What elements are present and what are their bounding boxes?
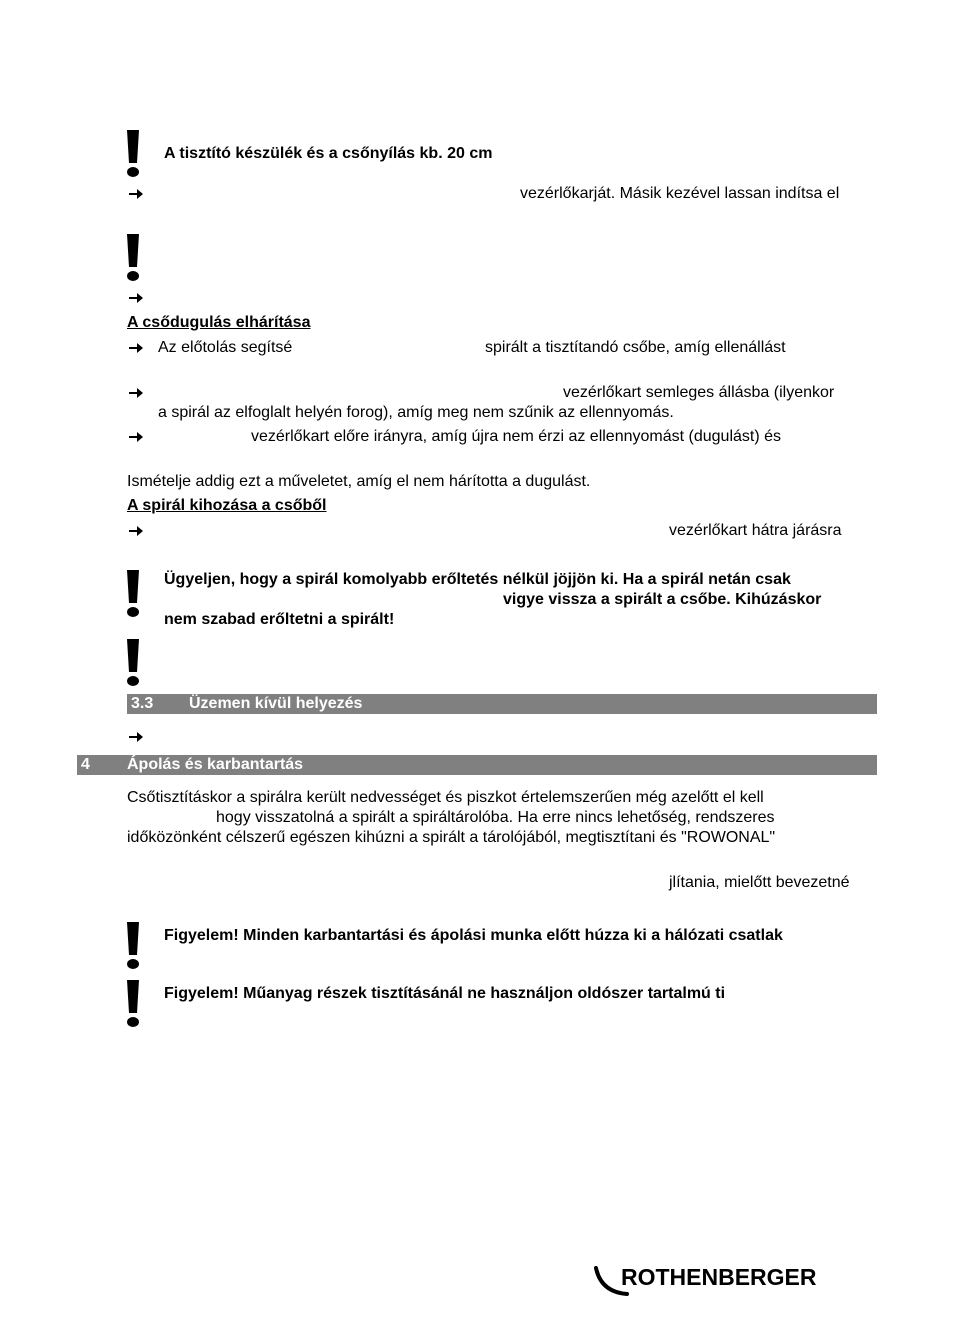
warning-text: A tisztító készülék és a csőnyílás kb. 20 cm [164, 145, 493, 162]
arrow-right-icon [128, 338, 144, 358]
instruction-text: a spirál az elfoglalt helyén forog), amíg meg nem szűnik az ellennyomás. [158, 404, 674, 421]
logo-text: ROTHENBERGER [621, 1264, 817, 1290]
section-heading-bar [77, 755, 877, 775]
instruction-text: vezérlőkarját. Másik kezével lassan indítsa el [520, 185, 840, 202]
subheading: A csődugulás elhárítása [127, 314, 311, 331]
paragraph-text: hogy visszatolná a spirált a spiráltárolóba. Ha erre nincs lehetőség, rendszeres [216, 809, 775, 826]
arrow-right-icon [128, 184, 144, 204]
warning-text: Ügyeljen, hogy a spirál komolyabb erőltetés nélkül jöjjön ki. Ha a spirál netán csak [164, 571, 791, 588]
warning-text: nem szabad erőltetni a spirált! [164, 611, 395, 628]
instruction-text: vezérlőkart hátra járásra [669, 522, 842, 539]
paragraph-text: Ismételje addig ezt a műveletet, amíg el nem hárította a dugulást. [127, 473, 591, 490]
section-title: Üzemen kívül helyezés [189, 695, 363, 712]
paragraph-text: Csőtisztításkor a spirálra került nedvességet és piszkot értelemszerűen még azelőtt el kell [127, 789, 764, 806]
subheading: A spirál kihozása a csőből [127, 497, 327, 514]
warning-exclamation-icon [125, 921, 141, 971]
instruction-text: Az előtolás segítsé [158, 339, 293, 356]
arrow-right-icon [128, 383, 144, 403]
arrow-right-icon [128, 288, 144, 308]
arrow-right-icon [128, 427, 144, 447]
section-number: 3.3 [131, 695, 154, 712]
warning-text: Figyelem! Minden karbantartási és ápolási munka előtt húzza ki a hálózati csatlak [164, 927, 783, 944]
section-heading-bar [127, 694, 877, 714]
section-number: 4 [81, 756, 90, 773]
warning-exclamation-icon [125, 979, 141, 1029]
warning-exclamation-icon [125, 569, 141, 619]
warning-text: Figyelem! Műanyag részek tisztításánál ne használjon oldószer tartalmú ti [164, 985, 726, 1002]
rothenberger-logo [593, 1262, 828, 1300]
instruction-text: vezérlőkart előre irányra, amíg újra nem érzi az ellennyomást (dugulást) és [251, 428, 782, 445]
arrow-right-icon [128, 521, 144, 541]
section-title: Ápolás és karbantartás [127, 756, 304, 773]
warning-exclamation-icon [125, 638, 141, 688]
arrow-right-icon [128, 727, 144, 747]
warning-text: vigye vissza a spirált a csőbe. Kihúzáskor [503, 591, 822, 608]
instruction-text: vezérlőkart semleges állásba (ilyenkor [563, 384, 835, 401]
warning-exclamation-icon [125, 129, 141, 179]
warning-exclamation-icon [125, 233, 141, 283]
paragraph-text: időközönként célszerű egészen kihúzni a spirált a tárolójából, megtisztítani és "ROWONAL" [127, 829, 776, 846]
paragraph-text: jlítania, mielőtt bevezetné [669, 874, 850, 891]
instruction-text: spirált a tisztítandó csőbe, amíg ellenállást [485, 339, 786, 356]
